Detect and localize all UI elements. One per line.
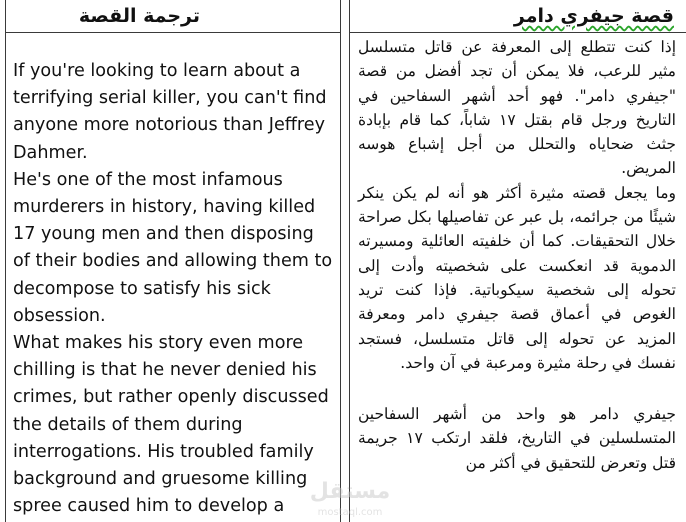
watermark-site: mostaql.com [317, 507, 383, 518]
english-text [13, 58, 335, 520]
translation-column [5, 0, 341, 522]
translation-header: ترجمة القصة [6, 0, 340, 33]
english-paragraph-2: He's one of the most infamous murderers in history, having killed 17 young men and then disposing of their bodies and allowing them to decompose to satisfy his sick obsession. [13, 169, 333, 326]
arabic-paragraph-2: وما يجعل قصته مثيرة أكثر هو أنه لم يكن ينكر شيئًا من جرائمه، بل عبر عن تفاصيلها بكل صراحة خلال التحقيقات. كما أن خلفيته العائلية ومسيرته الدموية قد انعكست على شخصيته وأدت إلى تحوله إلى شخصية سيكوباتية. فإذا كنت تريد الغوص في أعماق قصة جيفري دامر ومعرفة المزيد عن تحوله إلى قاتل متسلسل، فستجد نفسك في رحلة مثيرة ومرعبة في آن واحد. [358, 183, 676, 372]
watermark-brand: مستقل [309, 479, 391, 504]
arabic-paragraph-1: إذا كنت تتطلع إلى المعرفة عن قاتل متسلسل مثير للرعب، فلا يمكن أن تجد أفضل من قصة "جيفري دامر". فهو أحد أشهر السفاحين في التاريخ ورجل قام بقتل ١٧ شاباً، كما قام بإبادة جثث ضحاياه والتحلل من أجل إشباع هوسه المريض. [358, 38, 676, 178]
arabic-text [358, 35, 676, 475]
arabic-paragraph-3: جيفري دامر هو واحد من أشهر السفاحين المتسلسلين في التاريخ، فلقد ارتكب ١٧ جريمة قتل وتعرض للتحقيق في أكثر من [358, 405, 676, 472]
story-column [349, 0, 686, 522]
english-paragraph-3: What makes his story even more chilling is that he never denied his crimes, but rather openly discussed the details of them during interrogations. His troubled family background and gruesome killing spree caused him to develop a [13, 333, 329, 517]
story-header-text: قصة جيفري دامر [513, 5, 674, 27]
story-header [350, 0, 686, 33]
english-paragraph-1: If you're looking to learn about a terrifying serial killer, you can't find anyone more notorious than Jeffrey Dahmer. [13, 61, 327, 163]
